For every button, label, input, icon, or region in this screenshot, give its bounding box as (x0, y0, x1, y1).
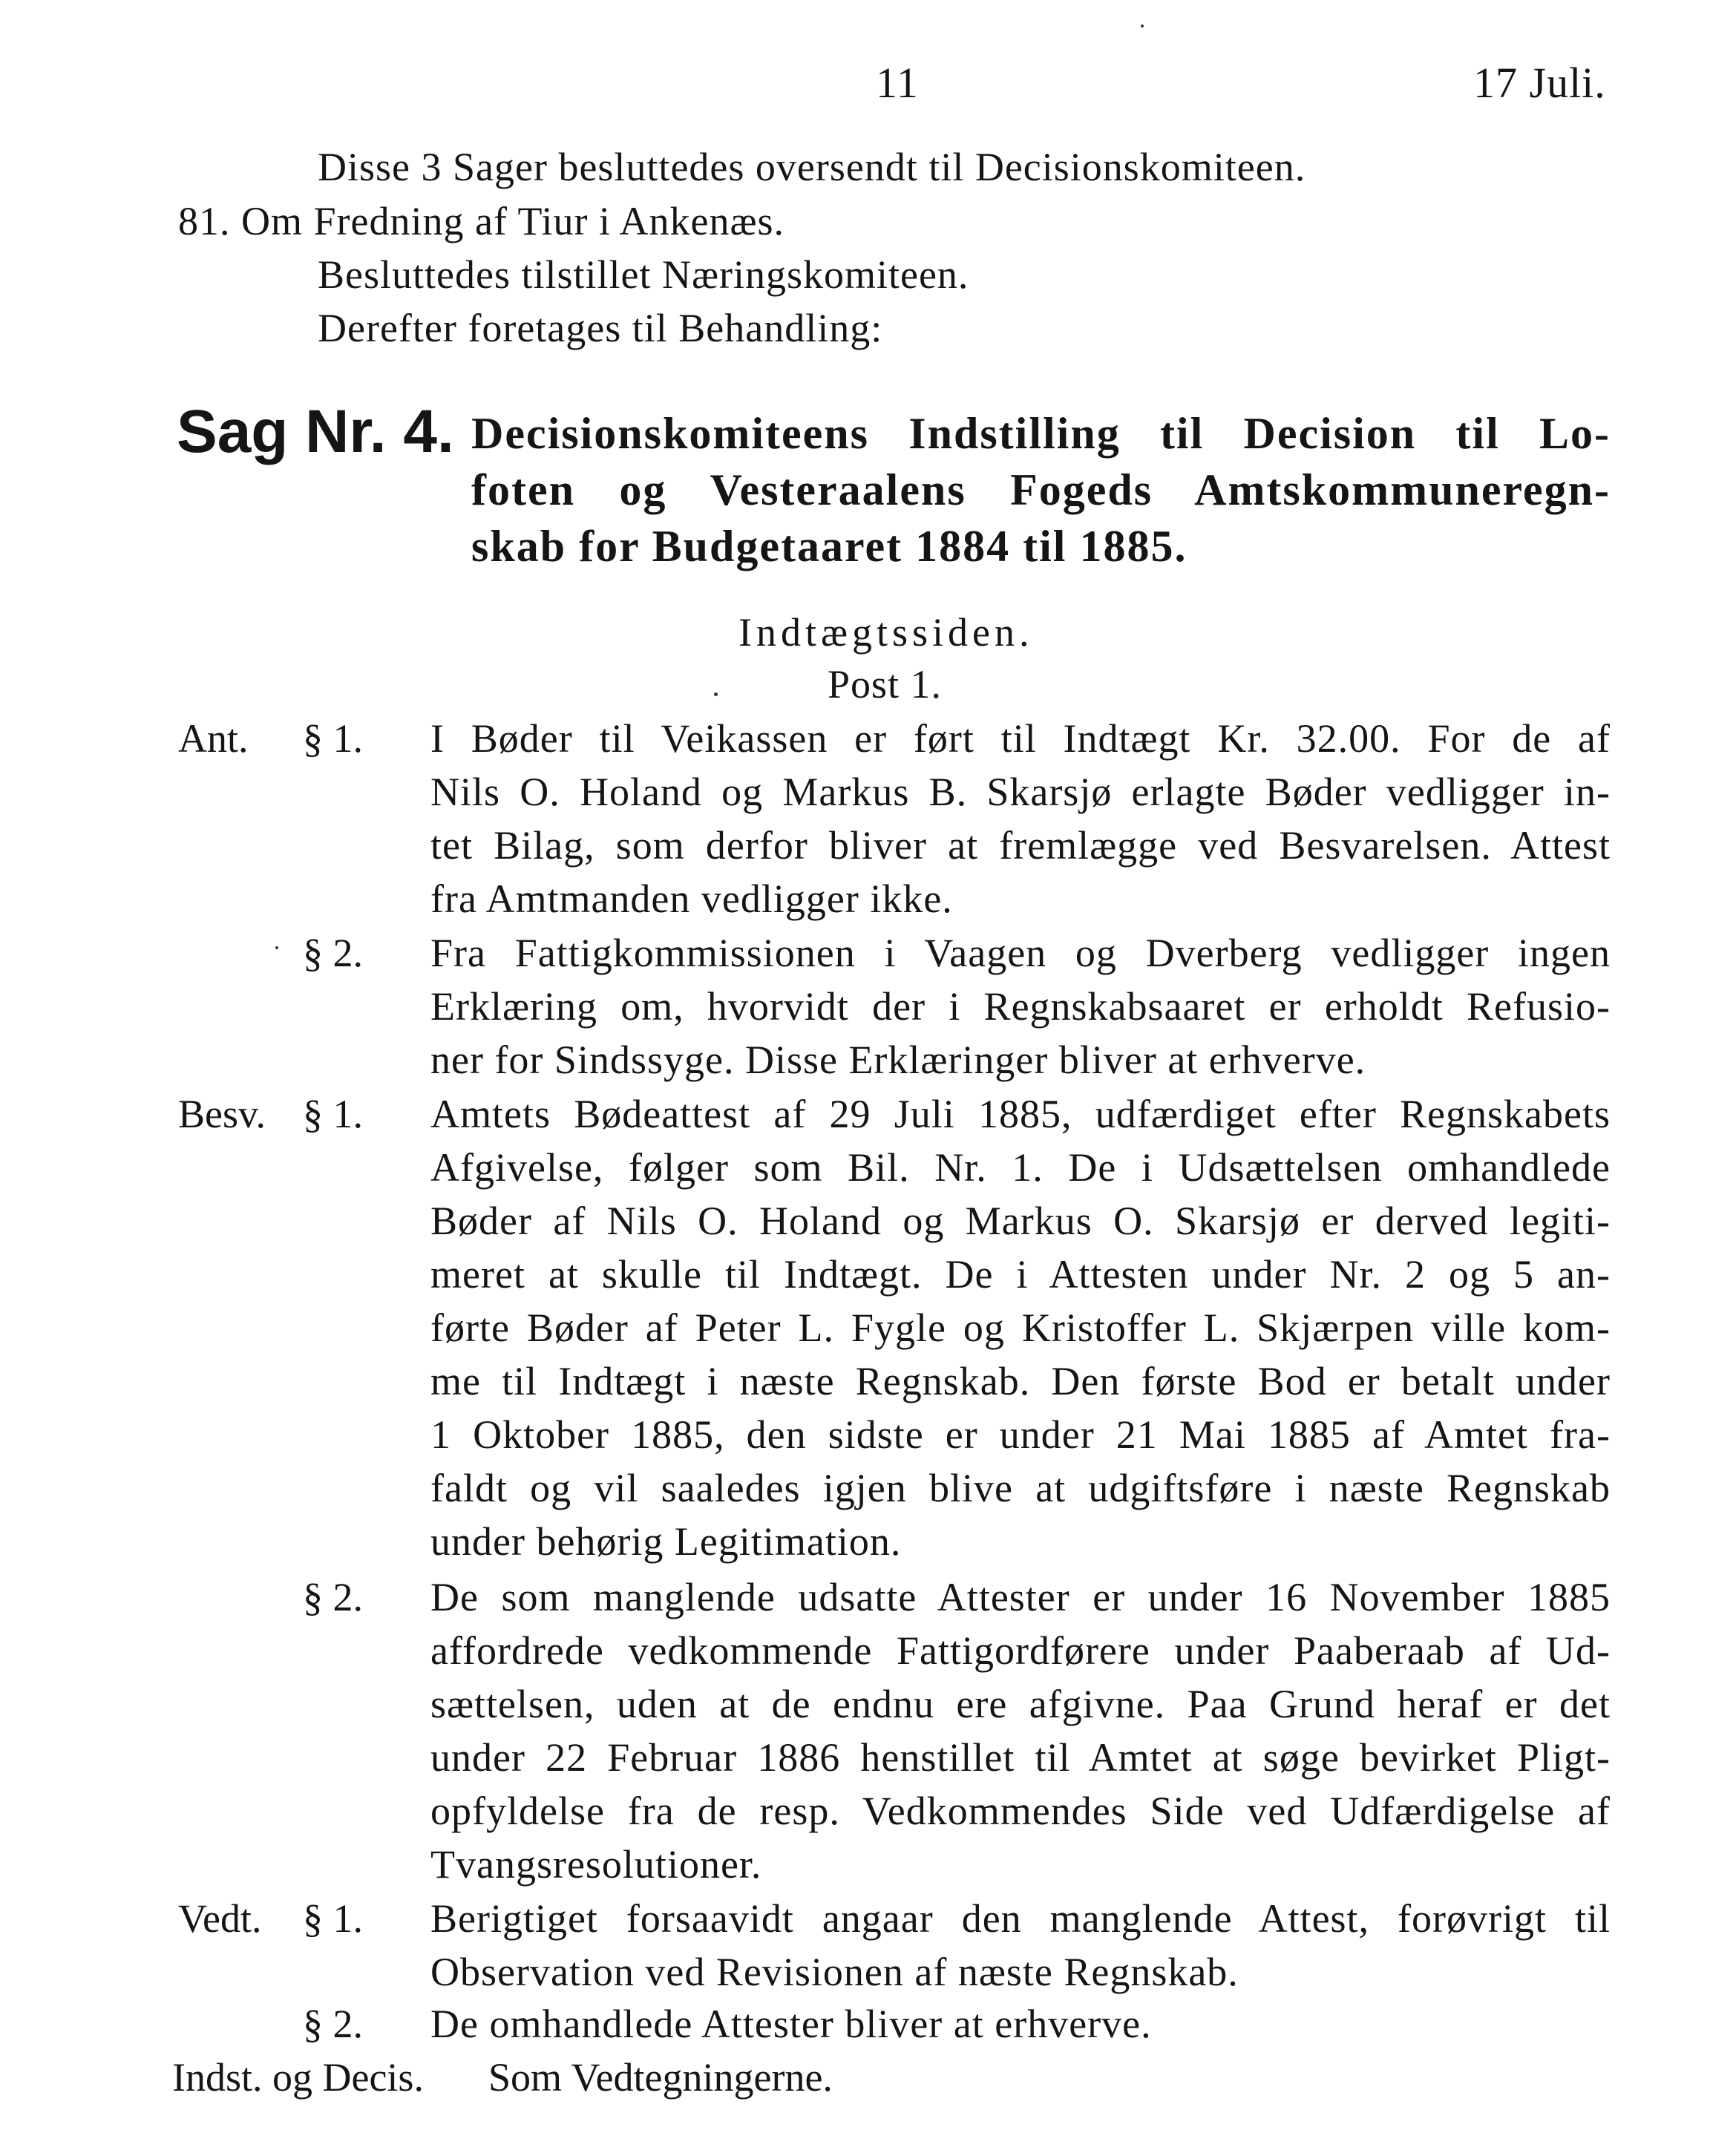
entry-text (430, 926, 1611, 1087)
entry-label: Ant. (178, 716, 249, 761)
print-speck (714, 692, 718, 696)
text-line: tet Bilag, som derfor bliver at fremlægge ved Besvarelsen. Attest (430, 823, 1611, 868)
closing-label: Indst. og Decis. (172, 2055, 424, 2100)
intro-line: Derefter foretages til Behandling: (318, 306, 883, 350)
paragraph-number: § 1. (303, 1092, 363, 1136)
text-line: sættelsen, uden at de endnu ere afgivne. Paa Grund heraf er det (430, 1682, 1611, 1726)
intro-line: Disse 3 Sager besluttedes oversendt til Decisionskomiteen. (318, 145, 1306, 189)
text-line: Afgivelse, følger som Bil. Nr. 1. De i Udsættelsen omhandlede (430, 1145, 1611, 1190)
post-heading: Post 1. (828, 662, 943, 707)
sag-title-line: foten og Vesteraalens Fogeds Amtskommuneregn- (471, 465, 1611, 514)
text-line: faldt og vil saaledes igjen blive at udgiftsføre i næste Regnskab (430, 1466, 1611, 1510)
text-line: De som manglende udsatte Attester er under 16 November 1885 (430, 1575, 1611, 1619)
text-line: affordrede vedkommende Fattigordførere under Paaberaab af Ud- (430, 1628, 1611, 1673)
text-line: De omhandlede Attester bliver at erhverve. (430, 2002, 1152, 2046)
text-line: me til Indtægt i næste Regnskab. Den første Bod er betalt under (430, 1359, 1611, 1403)
text-line: Observation ved Revisionen af næste Regnskab. (430, 1950, 1239, 1994)
entry-text (430, 1570, 1611, 1891)
paragraph-number: § 1. (303, 716, 363, 761)
text-line: ner for Sindssyge. Disse Erklæringer bliver at erhverve. (430, 1038, 1366, 1082)
text-line: opfyldelse fra de resp. Vedkommendes Side ved Udfærdigelse af (430, 1789, 1611, 1833)
entry-text (430, 712, 1611, 925)
text-line: 1 Oktober 1885, den sidste er under 21 Mai 1885 af Amtet fra- (430, 1412, 1611, 1457)
text-line: under behørig Legitimation. (430, 1519, 902, 1564)
text-line: Erklæring om, hvorvidt der i Regnskabsaaret er erholdt Refusio- (430, 984, 1611, 1029)
text-line: I Bøder til Veikassen er ført til Indtægt Kr. 32.00. For de af (430, 716, 1611, 761)
text-line: Berigtiget forsaavidt angaar den manglende Attest, forøvrigt til (430, 1896, 1611, 1941)
sag-title-line: skab for Budgetaaret 1884 til 1885. (471, 522, 1188, 571)
paragraph-number: § 2. (303, 931, 363, 975)
closing-text: Som Vedtegningerne. (488, 2055, 833, 2100)
print-speck (1141, 24, 1144, 27)
sag-title (471, 407, 1611, 573)
entry-text (430, 1087, 1611, 1568)
entry-text (430, 1892, 1611, 1999)
text-line: førte Bøder af Peter L. Fygle og Kristoffer L. Skjærpen ville kom- (430, 1305, 1611, 1350)
text-line: Bøder af Nils O. Holand og Markus O. Skarsjø er derved legiti- (430, 1199, 1611, 1243)
text-line: Fra Fattigkommissionen i Vaagen og Dverberg vedligger ingen (430, 931, 1611, 975)
text-line: meret at skulle til Indtægt. De i Attesten under Nr. 2 og 5 an- (430, 1252, 1611, 1297)
sag-label: Sag Nr. 4. (177, 398, 454, 465)
entry-label: Vedt. (178, 1896, 262, 1941)
paragraph-number: § 1. (303, 1896, 363, 1941)
entry-text (430, 1997, 1611, 2051)
text-line: Tvangsresolutioner. (430, 1842, 762, 1887)
sag-title-line: Decisionskomiteens Indstilling til Decision til Lo- (471, 409, 1611, 458)
page-number: 11 (876, 59, 919, 107)
paragraph-number: § 2. (303, 2002, 363, 2046)
paragraph-number: § 2. (303, 1575, 363, 1619)
text-line: Amtets Bødeattest af 29 Juli 1885, udfærdiget efter Regnskabets (430, 1092, 1611, 1136)
page-date: 17 Juli. (1473, 59, 1606, 107)
text-line: under 22 Februar 1886 henstillet til Amtet at søge bevirket Pligt- (430, 1735, 1611, 1780)
intro-line: Besluttedes tilstillet Næringskomiteen. (318, 252, 969, 297)
text-line: fra Amtmanden vedligger ikke. (430, 877, 953, 921)
print-speck (275, 946, 278, 949)
intro-line: 81. Om Fredning af Tiur i Ankenæs. (178, 199, 785, 243)
section-heading: Indtægtssiden. (738, 610, 1034, 655)
text-line: Nils O. Holand og Markus B. Skarsjø erlagte Bøder vedligger in- (430, 770, 1611, 814)
entry-label: Besv. (178, 1092, 266, 1136)
